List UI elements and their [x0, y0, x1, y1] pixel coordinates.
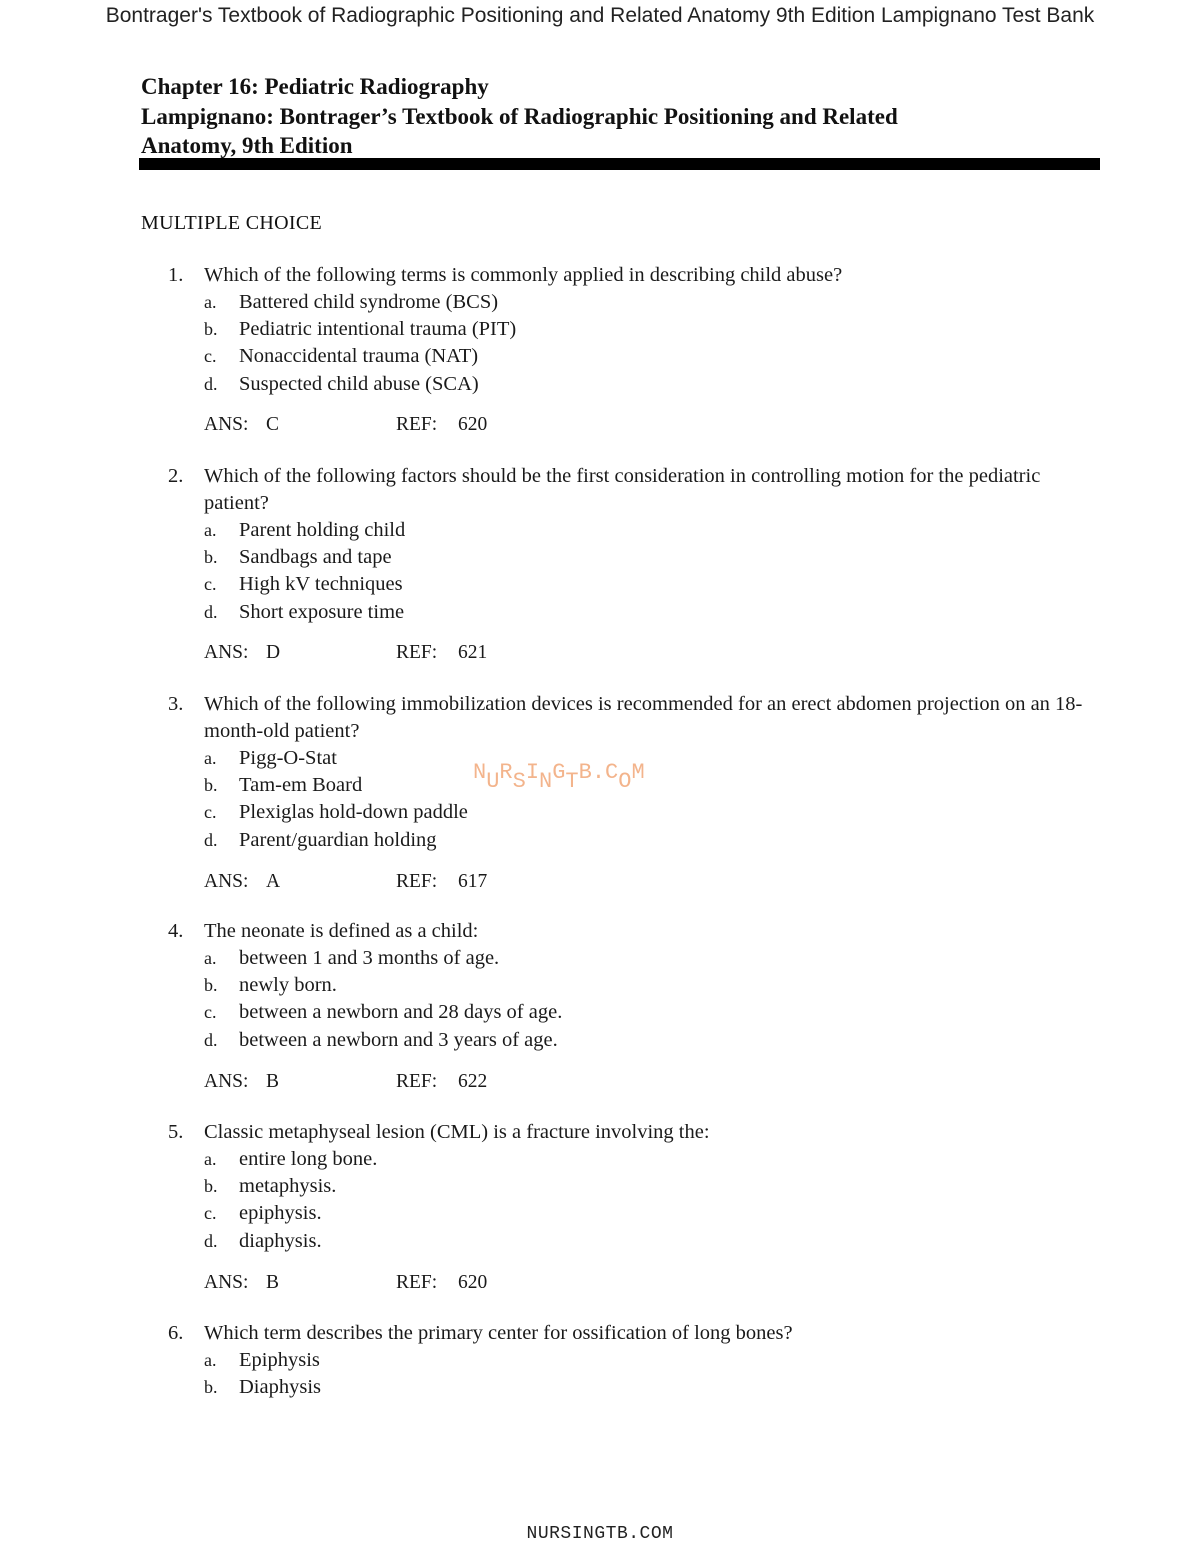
book-title-line-1: Lampignano: Bontrager’s Textbook of Radiographic Positioning and Related [141, 103, 898, 129]
choice-a [204, 1347, 1084, 1374]
choice-text: Diaphysis [239, 1376, 321, 1399]
watermark-letter: S [512, 769, 526, 794]
watermark-letter: U [486, 769, 500, 794]
answer-value: D [266, 642, 281, 663]
choice-letter: d. [204, 373, 218, 394]
watermark-letter: I [525, 760, 540, 785]
answer-value: B [266, 1272, 280, 1293]
choice-text: entire long bone. [239, 1148, 378, 1170]
question-stem: Which of the following factors should be the first consideration in controlling motion for the pediatric patient? [204, 465, 1041, 514]
question-number: 1. [168, 264, 184, 286]
reference-label: REF: [396, 642, 438, 663]
chapter-title: Chapter 16: Pediatric Radiography [141, 74, 489, 99]
choice-letter: c. [204, 574, 217, 595]
choice-letter: a. [204, 1149, 217, 1169]
choice-text: Parent holding child [239, 519, 406, 541]
watermark-letter: G [552, 760, 566, 785]
reference-value: 620 [458, 1272, 488, 1293]
choice-text: Plexiglas hold-down paddle [239, 801, 468, 824]
page-footer: NURSINGTB.COM [526, 1524, 674, 1544]
choice-list [204, 289, 1084, 398]
answer-label: ANS: [204, 1071, 249, 1092]
answer-label: ANS: [204, 414, 249, 435]
choice-letter: d. [204, 829, 218, 850]
choice-b [204, 972, 1084, 999]
reference-label: REF: [396, 414, 438, 435]
choice-text: Battered child syndrome (BCS) [239, 291, 499, 313]
choice-letter: b. [204, 1377, 218, 1398]
choice-list [204, 945, 1084, 1054]
choice-letter: b. [204, 775, 218, 796]
choice-letter: d. [204, 1230, 218, 1251]
watermark-letter: C [605, 760, 619, 785]
reference-label: REF: [396, 1071, 438, 1092]
choice-d [204, 599, 1084, 626]
answer-label: ANS: [204, 871, 249, 892]
watermark-letter: O [618, 769, 632, 794]
choice-letter: c. [204, 346, 217, 367]
choice-d [204, 827, 1084, 854]
choice-text: Short exposure time [239, 600, 405, 623]
choice-letter: a. [204, 292, 217, 312]
choice-b [204, 544, 1084, 571]
choice-text: Pigg-O-Stat [239, 747, 337, 769]
question-number: 5. [168, 1121, 184, 1143]
choice-letter: a. [204, 948, 217, 968]
choice-a [204, 289, 1084, 316]
watermark-letter: M [631, 760, 645, 785]
reference-value: 621 [458, 642, 488, 663]
choice-c [204, 343, 1084, 370]
choice-text: Sandbags and tape [239, 546, 392, 569]
question-number: 6. [168, 1322, 184, 1344]
choice-letter: a. [204, 748, 217, 768]
choice-list [204, 1146, 1084, 1255]
watermark-letter: . [591, 760, 606, 785]
title-block [141, 72, 1101, 161]
choice-list [204, 1347, 1084, 1401]
choice-text: Epiphysis [239, 1349, 320, 1371]
choice-c [204, 1200, 1084, 1227]
question-stem: Which of the following terms is commonly applied in describing child abuse? [204, 264, 843, 286]
question-number: 4. [168, 920, 184, 942]
title-rule-divider [139, 158, 1100, 170]
choice-text: newly born. [239, 974, 337, 997]
choice-letter: a. [204, 1350, 217, 1370]
watermark-letter: N [473, 760, 487, 785]
choice-b [204, 1374, 1084, 1401]
reference-value: 622 [458, 1071, 488, 1092]
section-heading: MULTIPLE CHOICE [141, 212, 322, 234]
choice-c [204, 571, 1084, 598]
answer-value: B [266, 1071, 280, 1092]
choice-letter: b. [204, 319, 218, 340]
choice-letter: c. [204, 1203, 217, 1224]
choice-text: Pediatric intentional trauma (PIT) [239, 318, 517, 341]
choice-letter: d. [204, 1029, 218, 1050]
choice-letter: c. [204, 1002, 217, 1023]
choice-text: High kV techniques [239, 573, 403, 596]
watermark-letter: T [565, 769, 579, 794]
choice-c [204, 999, 1084, 1026]
choice-list [204, 517, 1084, 626]
choice-letter: c. [204, 802, 217, 823]
choice-c [204, 799, 1084, 826]
answer-label: ANS: [204, 642, 249, 663]
choice-a [204, 517, 1084, 544]
choice-text: diaphysis. [239, 1229, 322, 1252]
choice-text: between a newborn and 3 years of age. [239, 1028, 558, 1051]
choice-text: epiphysis. [239, 1202, 322, 1225]
question-number: 2. [168, 465, 184, 487]
choice-b [204, 1173, 1084, 1200]
choice-letter: b. [204, 547, 218, 568]
watermark-letter: N [539, 769, 553, 794]
watermark-letter: B [578, 760, 592, 785]
reference-value: 617 [458, 871, 488, 892]
question-number: 3. [168, 693, 184, 715]
choice-text: between 1 and 3 months of age. [239, 947, 500, 969]
choice-d [204, 371, 1084, 398]
choice-a [204, 945, 1084, 972]
choice-text: Parent/guardian holding [239, 828, 437, 851]
book-title-line-2: Anatomy, 9th Edition [141, 133, 353, 158]
watermark [473, 760, 645, 794]
choice-a [204, 1146, 1084, 1173]
question-stem: The neonate is defined as a child: [204, 920, 479, 942]
choice-letter: b. [204, 1176, 218, 1197]
choice-d [204, 1228, 1084, 1255]
choice-letter: d. [204, 601, 218, 622]
answer-value: C [266, 414, 280, 435]
choice-text: between a newborn and 28 days of age. [239, 1001, 563, 1024]
choice-d [204, 1027, 1084, 1054]
choice-text: metaphysis. [239, 1175, 337, 1198]
question-stem: Classic metaphyseal lesion (CML) is a fracture involving the: [204, 1121, 710, 1143]
choice-text: Tam-em Board [239, 774, 363, 797]
running-header: Bontrager's Textbook of Radiographic Positioning and Related Anatomy 9th Edition Lampignano Test Bank [105, 4, 1095, 27]
watermark-letter: R [499, 760, 513, 785]
answer-value: A [266, 871, 281, 892]
answer-label: ANS: [204, 1272, 249, 1293]
choice-letter: b. [204, 975, 218, 996]
choice-text: Nonaccidental trauma (NAT) [239, 345, 479, 368]
choice-letter: a. [204, 520, 217, 540]
reference-value: 620 [458, 414, 488, 435]
question-stem: Which of the following immobilization devices is recommended for an erect abdomen projection on an 18-month-old patient? [204, 693, 1083, 742]
reference-label: REF: [396, 1272, 438, 1293]
question-stem: Which term describes the primary center for ossification of long bones? [204, 1322, 793, 1344]
choice-text: Suspected child abuse (SCA) [239, 372, 479, 395]
reference-label: REF: [396, 871, 438, 892]
choice-b [204, 316, 1084, 343]
